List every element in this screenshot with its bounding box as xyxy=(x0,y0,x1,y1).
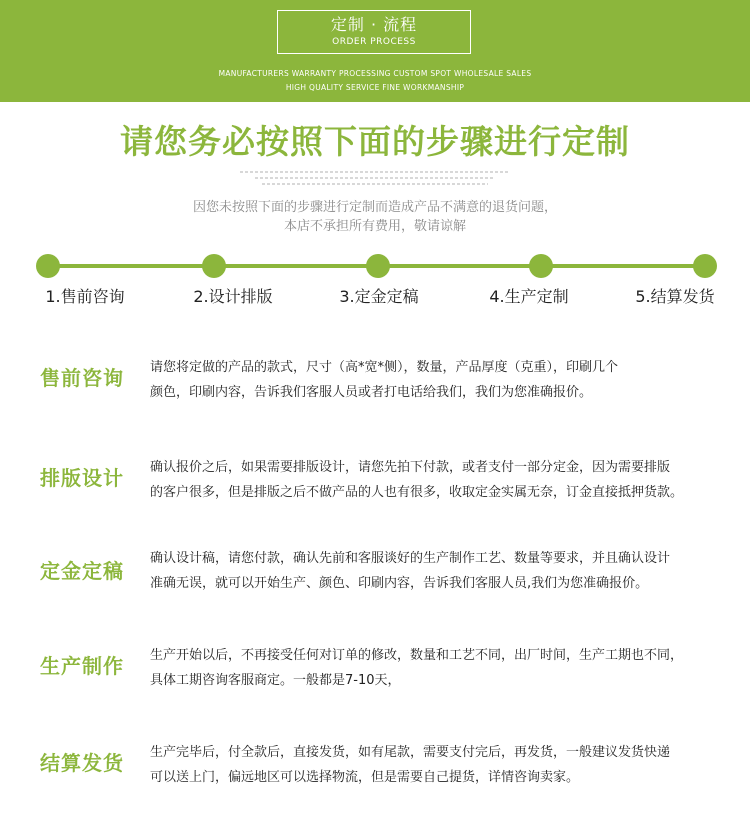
timeline-dot-2 xyxy=(202,254,226,278)
section-line: 颜色，印刷内容，告诉我们客服人员或者打电话给我们，我们为您准确报价。 xyxy=(150,385,593,400)
section-text-presale xyxy=(150,355,720,405)
step-label-4: 4.生产定制 xyxy=(489,287,569,306)
notice-line-1: 因您未按照下面的步骤进行定制而造成产品不满意的退货问题， xyxy=(192,200,557,215)
section-line: 生产开始以后，不再接受任何对订单的修改，数量和工艺不同，出厂时间，生产工期也不同， xyxy=(150,648,684,663)
section-line: 具体工期咨询客服商定。一般都是7-10天， xyxy=(150,673,401,688)
section-text-production xyxy=(150,643,720,693)
section-title-production: 生产制作 xyxy=(40,654,124,678)
section-line: 确认报价之后，如果需要排版设计，请您先拍下付款，或者支付一部分定金，因为需要排版 xyxy=(150,460,671,475)
title-en: ORDER PROCESS xyxy=(332,37,416,47)
section-line: 可以送上门，偏远地区可以选择物流，但是需要自己提货，详情咨询卖家。 xyxy=(150,770,580,785)
timeline-dot-1 xyxy=(36,254,60,278)
timeline-dot-4 xyxy=(529,254,553,278)
section-title-deposit: 定金定稿 xyxy=(40,559,124,583)
header-banner xyxy=(0,0,750,102)
decorative-fine-text xyxy=(240,171,510,173)
section-text-deposit xyxy=(150,546,720,596)
tagline-line-2: HIGH QUALITY SERVICE FINE WORKMANSHIP xyxy=(285,83,465,92)
step-label-1: 1.售前咨询 xyxy=(45,287,125,306)
timeline-dot-3 xyxy=(366,254,390,278)
section-title-design: 排版设计 xyxy=(40,466,124,490)
section-line: 生产完毕后，付全款后，直接发货，如有尾款，需要支付完后，再发货，一般建议发货快递 xyxy=(150,745,671,760)
tagline-line-1: MANUFACTURERS WARRANTY PROCESSING CUSTOM SPOT WHOLESALE SALES xyxy=(218,69,532,78)
section-text-design xyxy=(150,455,720,505)
section-line: 请您将定做的产品的款式，尺寸（高*宽*侧），数量，产品厚度（克重），印刷几个 xyxy=(150,360,619,375)
notice-line-2: 本店不承担所有费用，敬请谅解 xyxy=(283,219,466,234)
step-label-5: 5.结算发货 xyxy=(635,287,715,306)
decorative-fine-text xyxy=(255,177,495,179)
section-line: 确认设计稿，请您付款，确认先前和客服谈好的生产制作工艺、数量等要求，并且确认设计 xyxy=(150,551,671,566)
section-title-shipping: 结算发货 xyxy=(40,751,124,775)
section-line: 准确无误，就可以开始生产、颜色、印刷内容，告诉我们客服人员,我们为您准确报价。 xyxy=(150,576,649,591)
step-label-2: 2.设计排版 xyxy=(193,287,273,306)
timeline-dot-5 xyxy=(693,254,717,278)
section-title-presale: 售前咨询 xyxy=(40,366,124,390)
step-label-3: 3.定金定稿 xyxy=(339,287,419,306)
title-cn: 定制 · 流程 xyxy=(330,15,418,34)
headline: 请您务必按照下面的步骤进行定制 xyxy=(120,122,630,161)
decorative-fine-text xyxy=(262,183,488,185)
order-process-title-box xyxy=(277,10,471,54)
section-text-shipping xyxy=(150,740,720,790)
section-line: 的客户很多，但是排版之后不做产品的人也有很多，收取定金实属无奈，订金直接抵押货款。 xyxy=(150,485,684,500)
